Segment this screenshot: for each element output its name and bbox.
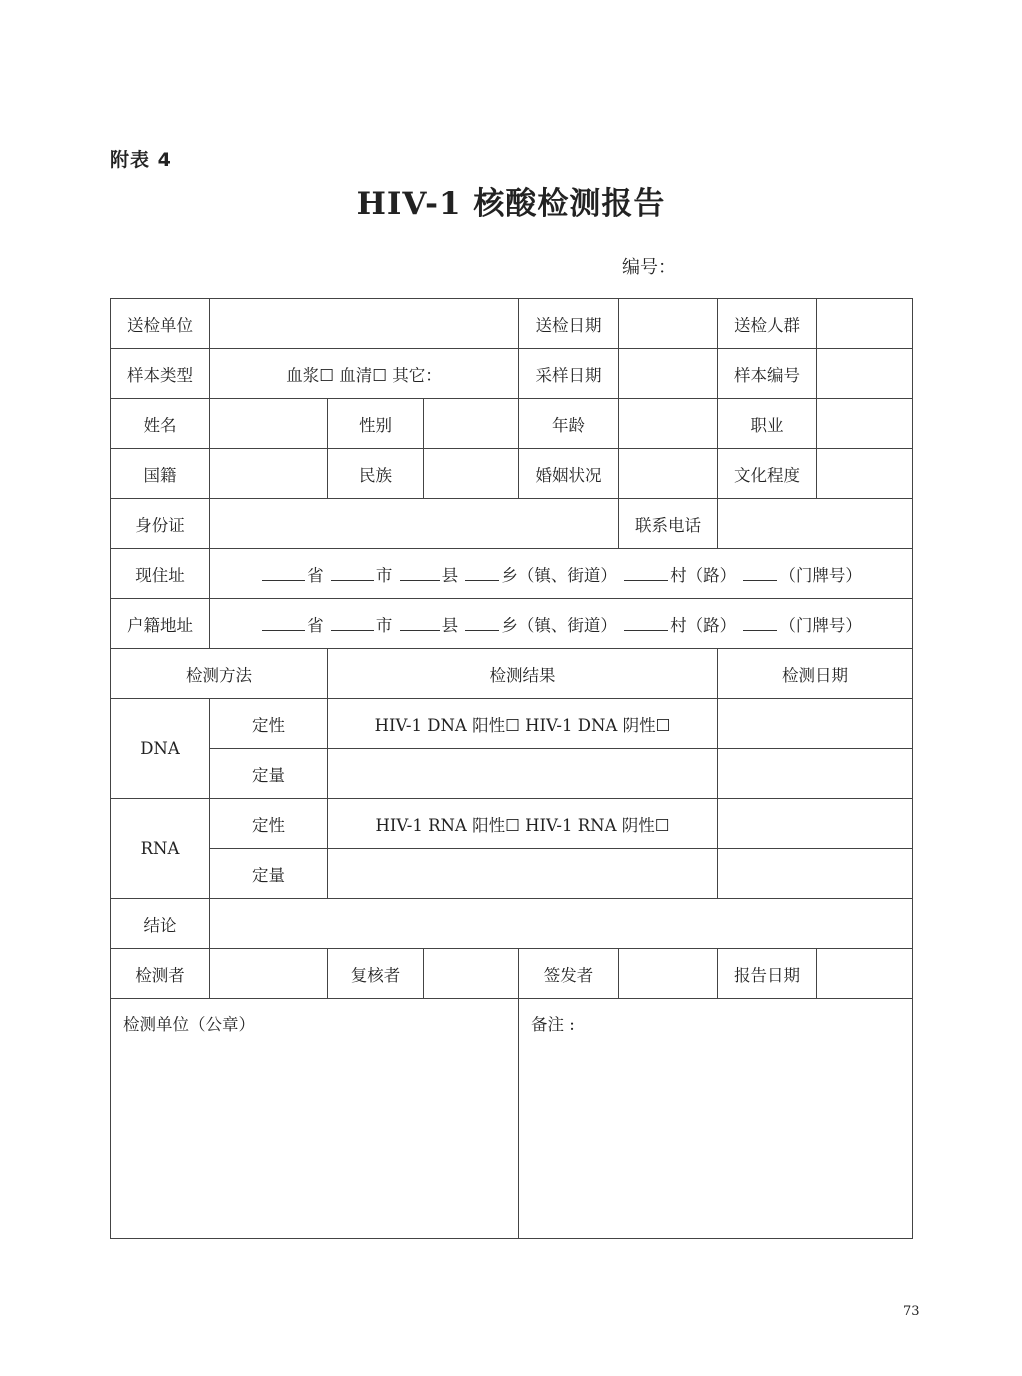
serial-number-label: 编号： <box>622 257 676 278</box>
row-sample <box>111 349 913 399</box>
label-age: 年龄 <box>519 399 619 449</box>
row-identity <box>111 499 913 549</box>
label-current-address: 现住址 <box>111 549 210 599</box>
label-rna-quantitative: 定量 <box>210 849 328 899</box>
field-occupation[interactable] <box>817 399 913 449</box>
label-rna: RNA <box>111 799 210 899</box>
page-number: 73 <box>903 1304 920 1319</box>
label-dna-qualitative: 定性 <box>210 699 328 749</box>
field-conclusion[interactable] <box>210 899 913 949</box>
label-sample-type: 样本类型 <box>111 349 210 399</box>
label-rna-qualitative: 定性 <box>210 799 328 849</box>
field-dna-qualitative-date[interactable] <box>718 699 913 749</box>
label-notes: 备注 : <box>531 1015 575 1034</box>
header-test-date: 检测日期 <box>718 649 913 699</box>
field-rna-quantitative-date[interactable] <box>718 849 913 899</box>
label-dna: DNA <box>111 699 210 799</box>
label-name: 姓名 <box>111 399 210 449</box>
label-submit-date: 送检日期 <box>519 299 619 349</box>
label-issuer: 签发者 <box>519 949 619 999</box>
sample-type-options[interactable]: 血浆☐ 血清☐ 其它： <box>210 349 519 399</box>
field-name[interactable] <box>210 399 328 449</box>
field-rna-quantitative-result[interactable] <box>328 849 718 899</box>
label-dna-quantitative: 定量 <box>210 749 328 799</box>
field-nationality[interactable] <box>210 449 328 499</box>
label-report-date: 报告日期 <box>718 949 817 999</box>
label-reviewer: 复核者 <box>328 949 424 999</box>
label-phone: 联系电话 <box>619 499 718 549</box>
row-conclusion <box>111 899 913 949</box>
field-dna-quantitative-result[interactable] <box>328 749 718 799</box>
row-dna-qualitative <box>111 699 913 749</box>
field-marital-status[interactable] <box>619 449 718 499</box>
label-submit-unit: 送检单位 <box>111 299 210 349</box>
field-submit-group[interactable] <box>817 299 913 349</box>
page-title: HIV-1 核酸检测报告 <box>356 186 666 222</box>
field-household-address[interactable]: 省 市 县 乡（镇、街道） 村（路） （门牌号） <box>210 599 913 649</box>
row-method-header <box>111 649 913 699</box>
row-submission <box>111 299 913 349</box>
field-gender[interactable] <box>424 399 519 449</box>
field-sample-number[interactable] <box>817 349 913 399</box>
label-occupation: 职业 <box>718 399 817 449</box>
row-personal <box>111 399 913 449</box>
field-submit-unit[interactable] <box>210 299 519 349</box>
field-testing-unit-seal[interactable] <box>111 999 519 1239</box>
field-collect-date[interactable] <box>619 349 718 399</box>
label-testing-unit-seal: 检测单位（公章） <box>123 1015 255 1034</box>
label-nationality: 国籍 <box>111 449 210 499</box>
row-household-address <box>111 599 913 649</box>
field-phone[interactable] <box>718 499 913 549</box>
field-report-date[interactable] <box>817 949 913 999</box>
label-sample-number: 样本编号 <box>718 349 817 399</box>
row-background <box>111 449 913 499</box>
label-education: 文化程度 <box>718 449 817 499</box>
label-id-card: 身份证 <box>111 499 210 549</box>
field-reviewer[interactable] <box>424 949 519 999</box>
field-tester[interactable] <box>210 949 328 999</box>
label-conclusion: 结论 <box>111 899 210 949</box>
row-current-address <box>111 549 913 599</box>
field-submit-date[interactable] <box>619 299 718 349</box>
field-education[interactable] <box>817 449 913 499</box>
row-dna-quantitative <box>111 749 913 799</box>
row-remarks <box>111 999 913 1239</box>
label-collect-date: 采样日期 <box>519 349 619 399</box>
label-household-address: 户籍地址 <box>111 599 210 649</box>
field-ethnicity[interactable] <box>424 449 519 499</box>
label-gender: 性别 <box>328 399 424 449</box>
field-id-card[interactable] <box>210 499 619 549</box>
report-form <box>110 298 913 1239</box>
dna-qualitative-result[interactable]: HIV-1 DNA 阳性☐ HIV-1 DNA 阴性☐ <box>328 699 718 749</box>
label-tester: 检测者 <box>111 949 210 999</box>
row-rna-quantitative <box>111 849 913 899</box>
header-test-result: 检测结果 <box>328 649 718 699</box>
row-signoff <box>111 949 913 999</box>
field-notes[interactable] <box>519 999 913 1239</box>
field-issuer[interactable] <box>619 949 718 999</box>
field-current-address[interactable]: 省 市 县 乡（镇、街道） 村（路） （门牌号） <box>210 549 913 599</box>
header-test-method: 检测方法 <box>111 649 328 699</box>
appendix-label: 附表 4 <box>110 149 172 171</box>
label-submit-group: 送检人群 <box>718 299 817 349</box>
row-rna-qualitative <box>111 799 913 849</box>
rna-qualitative-result[interactable]: HIV-1 RNA 阳性☐ HIV-1 RNA 阴性☐ <box>328 799 718 849</box>
field-dna-quantitative-date[interactable] <box>718 749 913 799</box>
field-age[interactable] <box>619 399 718 449</box>
label-marital-status: 婚姻状况 <box>519 449 619 499</box>
field-rna-qualitative-date[interactable] <box>718 799 913 849</box>
label-ethnicity: 民族 <box>328 449 424 499</box>
